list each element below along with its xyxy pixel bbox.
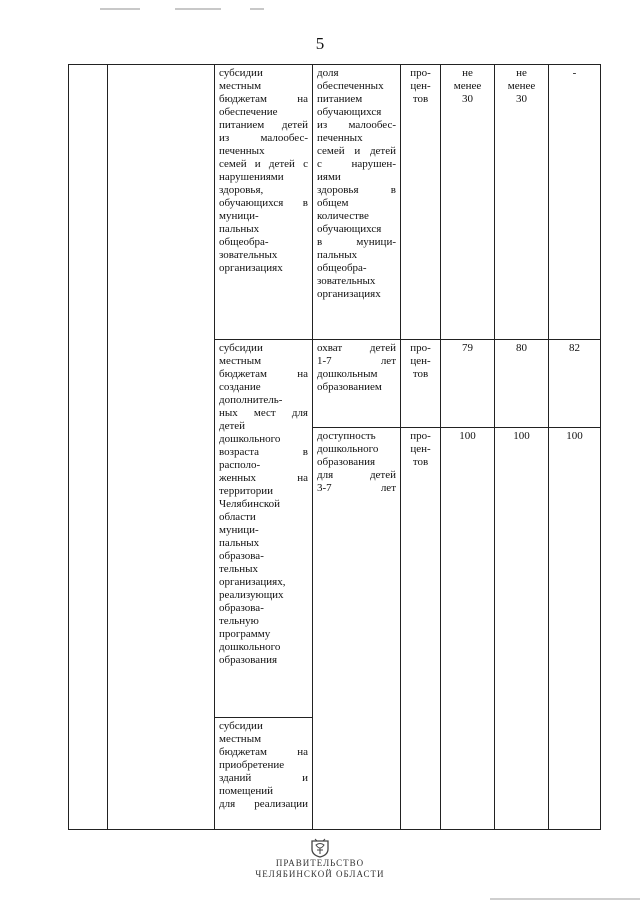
text-line: здоровья в — [317, 184, 396, 196]
text-line: зовательных — [219, 249, 278, 261]
text-line: 1-7 лет — [317, 355, 396, 367]
text-line: 3-7 лет — [317, 482, 396, 494]
value-text — [499, 67, 544, 106]
value-cell: 80 — [495, 340, 549, 428]
text-line: тельную — [219, 615, 259, 627]
text-line: иями — [317, 171, 341, 183]
scan-artifact — [490, 898, 640, 900]
text-line: семей и детей — [317, 145, 396, 157]
text-line: обучающихся — [317, 223, 382, 235]
unit-cell — [401, 340, 441, 428]
text-line: здоровья, — [219, 184, 264, 196]
text-line: тов — [412, 456, 429, 468]
text-line: из малообес- — [317, 119, 396, 131]
text-line: цен- — [410, 80, 431, 92]
text-line: в муници- — [317, 236, 396, 248]
text-line: пальных — [219, 223, 260, 235]
text-line: образования — [219, 654, 278, 666]
text-line: доступность — [317, 430, 376, 442]
text-line: бюджетам на — [219, 368, 308, 380]
text-line: обучающихся в — [219, 197, 308, 209]
measure-text — [219, 342, 308, 667]
text-line: местным — [219, 733, 262, 745]
text-line: возраста в — [219, 446, 308, 458]
text-line: субсидии — [219, 67, 263, 79]
text-line: дошкольного — [317, 443, 379, 455]
text-line: про- — [410, 67, 431, 79]
measure-text — [219, 67, 308, 275]
text-line: бюджетам на — [219, 746, 308, 758]
text-line: общеобра- — [317, 262, 367, 274]
value-cell: 100 — [549, 428, 601, 830]
scan-artifact — [100, 8, 140, 10]
text-line: субсидии — [219, 720, 263, 732]
text-line: дошкольного — [219, 641, 281, 653]
text-line: из малообес- — [219, 132, 308, 144]
value-cell: 100 — [441, 428, 495, 830]
text-line: ных мест для — [219, 407, 308, 419]
text-line: детей — [219, 420, 246, 432]
text-line: для реализации — [219, 798, 308, 810]
text-line: программу — [219, 628, 271, 640]
text-line: питанием детей — [219, 119, 308, 131]
text-line: цен- — [410, 355, 431, 367]
text-line: тов — [412, 93, 429, 105]
text-line: про- — [410, 342, 431, 354]
indicator-cell — [313, 65, 401, 340]
text-line: образова- — [219, 550, 264, 562]
text-line: 30 — [462, 93, 473, 105]
text-line: обеспечение — [219, 106, 278, 118]
indicator-cell — [313, 428, 401, 830]
text-line: субсидии — [219, 342, 263, 354]
indicator-text — [317, 342, 396, 394]
indicator-text — [317, 430, 396, 495]
value-cell — [441, 65, 495, 340]
text-line: семей и детей с — [219, 158, 308, 170]
text-line: нарушениями — [219, 171, 284, 183]
text-line: не — [516, 67, 527, 79]
text-line: доля — [317, 67, 339, 79]
footer-org-line2: ЧЕЛЯБИНСКОЙ ОБЛАСТИ — [255, 869, 385, 879]
text-line: дошкольного — [219, 433, 281, 445]
unit-text — [405, 67, 436, 106]
text-line: для детей — [317, 469, 396, 481]
text-line: зовательных — [317, 275, 376, 287]
value-text — [445, 67, 490, 106]
text-line: питанием — [317, 93, 363, 105]
text-line: муници- — [219, 524, 259, 536]
text-line: организациях — [317, 288, 381, 300]
footer — [0, 838, 640, 880]
text-line: женных на — [219, 472, 308, 484]
text-line: помещений — [219, 785, 274, 797]
scan-artifact — [175, 8, 221, 10]
table-row — [69, 65, 601, 340]
text-line: количестве — [317, 210, 369, 222]
text-line: тов — [412, 368, 429, 380]
measure-text — [219, 720, 308, 811]
value-cell: 100 — [495, 428, 549, 830]
text-line: менее — [507, 80, 536, 92]
measure-cell — [215, 340, 313, 718]
text-line: обучающихся — [317, 106, 382, 118]
text-line: создание — [219, 381, 261, 393]
measure-cell — [215, 718, 313, 830]
text-line: менее — [453, 80, 482, 92]
text-line: образованием — [317, 381, 382, 393]
text-line: печенных — [219, 145, 265, 157]
text-line: пальных — [219, 537, 260, 549]
text-line: муници- — [219, 210, 259, 222]
text-line: пальных — [317, 249, 358, 261]
text-line: общеобра- — [219, 236, 269, 248]
unit-text — [405, 430, 436, 469]
unit-text — [405, 342, 436, 381]
text-line: области — [219, 511, 256, 523]
text-line: охват детей — [317, 342, 396, 354]
scan-artifact — [250, 8, 264, 10]
text-line: приобретение — [219, 759, 285, 771]
coat-of-arms-icon — [308, 838, 332, 858]
text-line: располо- — [219, 459, 261, 471]
value-cell: 79 — [441, 340, 495, 428]
indicator-cell — [313, 340, 401, 428]
text-line: организациях, — [219, 576, 286, 588]
text-line: образования — [317, 456, 376, 468]
text-line: местным — [219, 355, 262, 367]
program-indicators-table — [68, 64, 601, 830]
value-cell: - — [549, 65, 601, 340]
unit-cell — [401, 65, 441, 340]
text-line: местным — [219, 80, 262, 92]
task-cell — [108, 65, 215, 830]
measure-cell — [215, 65, 313, 340]
value-cell — [495, 65, 549, 340]
text-line: бюджетам на — [219, 93, 308, 105]
footer-org-line1: ПРАВИТЕЛЬСТВО — [275, 858, 365, 868]
text-line: реализующих — [219, 589, 284, 601]
text-line: зданий и — [219, 772, 308, 784]
text-line: организациях — [219, 262, 283, 274]
page-number: 5 — [315, 34, 325, 53]
text-line: не — [462, 67, 473, 79]
text-line: обеспеченных — [317, 80, 384, 92]
text-line: печенных — [317, 132, 363, 144]
unit-cell — [401, 428, 441, 830]
text-line: общем — [317, 197, 349, 209]
text-line: с нарушен- — [317, 158, 396, 170]
text-line: дошкольным — [317, 368, 378, 380]
text-line: 30 — [516, 93, 527, 105]
text-line: тельных — [219, 563, 258, 575]
text-line: про- — [410, 430, 431, 442]
indicator-text — [317, 67, 396, 301]
text-line: территории — [219, 485, 274, 497]
text-line: цен- — [410, 443, 431, 455]
text-line: дополнитель- — [219, 394, 283, 406]
number-cell — [69, 65, 108, 830]
text-line: образова- — [219, 602, 264, 614]
text-line: Челябинской — [219, 498, 281, 510]
value-cell: 82 — [549, 340, 601, 428]
